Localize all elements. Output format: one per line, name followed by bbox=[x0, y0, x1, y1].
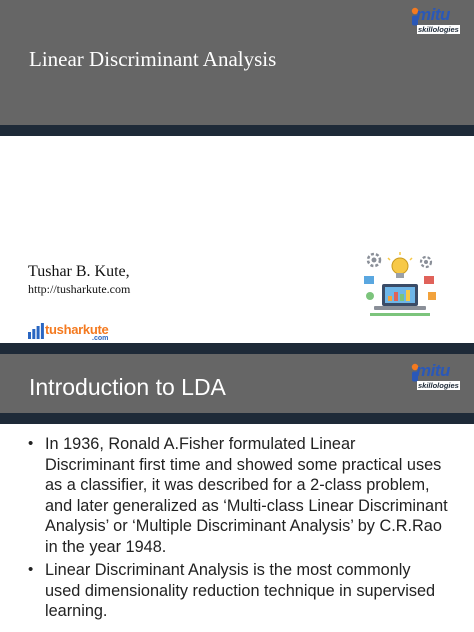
title-slide-header bbox=[0, 0, 474, 125]
tusharkute-logo-text: tusharkute bbox=[45, 322, 109, 337]
bullet-item bbox=[28, 560, 448, 622]
bullet-item bbox=[28, 434, 448, 557]
bullet-text: Linear Discriminant Analysis is the most commonly used dimensionality reduction technique in supervised learning. bbox=[45, 561, 436, 620]
mitu-logo-tagline: skillologies bbox=[418, 381, 459, 390]
bullet-dot-icon: • bbox=[28, 435, 34, 452]
bullet-list bbox=[28, 434, 448, 625]
mitu-logo-tagline: skillologies bbox=[418, 25, 459, 34]
author-name: Tushar B. Kute, bbox=[28, 263, 130, 280]
mitu-skillologies-logo bbox=[409, 5, 465, 41]
presentation-title: Linear Discriminant Analysis bbox=[29, 47, 277, 71]
bullet-text: In 1936, Ronald A.Fisher formulated Linear Discriminant first time and showed some practical uses as a classifier, it was described for a 2-class problem, and later generalized as ‘Multi-class Linear Discriminant Analysis’ or ‘Multiple Discriminant Analysis’ by C.R.Rao in the year 1948. bbox=[45, 435, 448, 556]
header-band bbox=[0, 125, 474, 136]
slide-title: Introduction to LDA bbox=[29, 374, 226, 400]
mitu-logo-word: mitu bbox=[416, 361, 450, 380]
content-slide-header bbox=[0, 343, 474, 413]
content-slide bbox=[0, 343, 474, 632]
header-band bbox=[0, 413, 474, 424]
mitu-skillologies-logo bbox=[409, 361, 465, 397]
top-band bbox=[0, 343, 474, 354]
author-url: http://tusharkute.com bbox=[28, 282, 131, 296]
bar-chart-icon bbox=[28, 323, 44, 339]
tusharkute-logo bbox=[28, 321, 128, 343]
mitu-logo-word: mitu bbox=[416, 5, 450, 24]
tusharkute-logo-suffix: .com bbox=[92, 335, 109, 342]
bullet-dot-icon: • bbox=[28, 561, 34, 578]
data-science-illustration bbox=[360, 248, 440, 320]
